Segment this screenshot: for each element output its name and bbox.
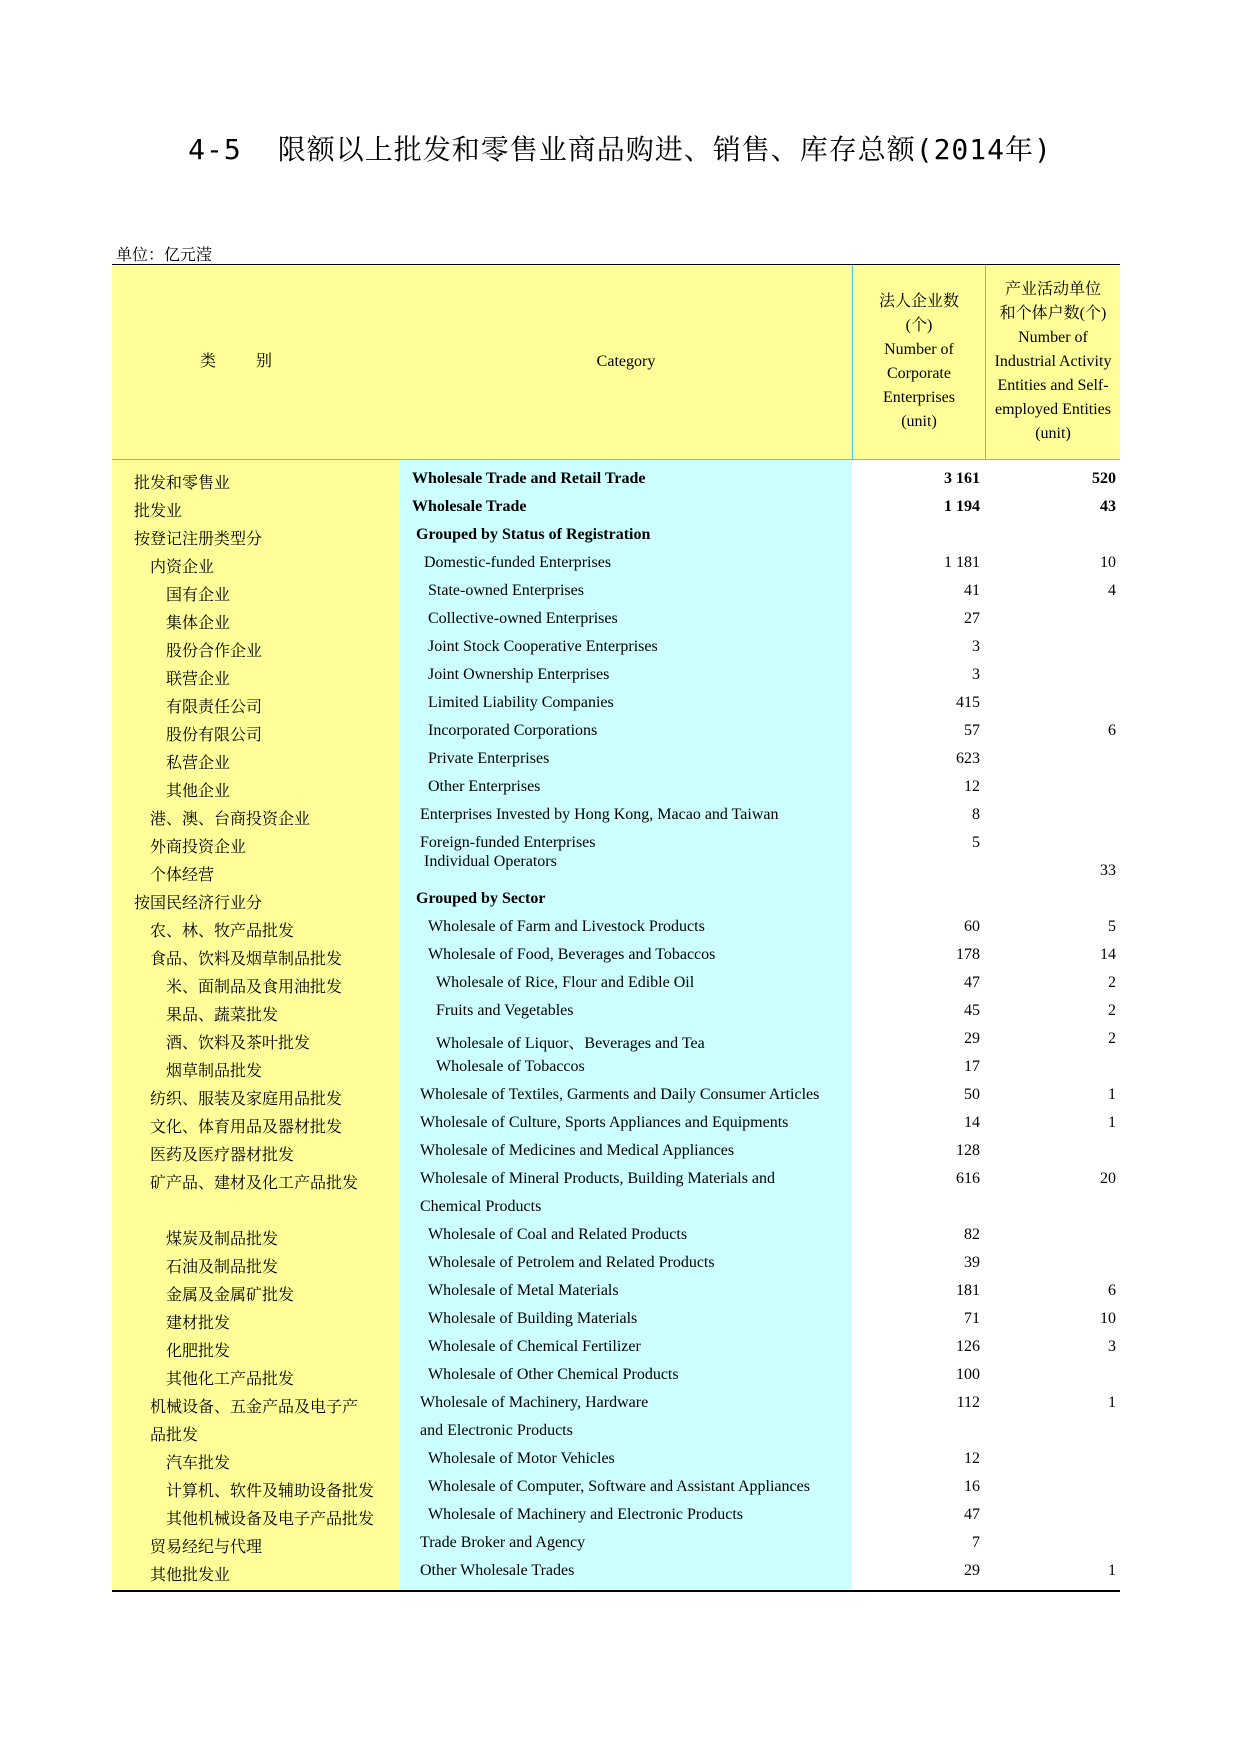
- table-row: [112, 606, 1120, 634]
- category-en: Joint Ownership Enterprises: [428, 666, 610, 683]
- table-title: 限额以上批发和零售业商品购进、销售、库存总额(2014年): [277, 133, 1052, 166]
- activity-entities-value: 1: [1108, 1086, 1116, 1103]
- corporate-enterprises-value: 39: [964, 1254, 980, 1271]
- category-cn: 私营企业: [166, 755, 231, 772]
- category-en: Wholesale of Mineral Products, Building Materials and: [420, 1170, 776, 1187]
- corporate-enterprises-value: 616: [956, 1170, 980, 1187]
- category-cn: 贸易经纪与代理: [150, 1539, 263, 1556]
- table-row: [112, 1026, 1120, 1054]
- corporate-enterprises-value: 29: [964, 1030, 980, 1047]
- table-row: [112, 1054, 1120, 1082]
- category-en: and Electronic Products: [420, 1422, 573, 1439]
- activity-entities-value: 4: [1108, 582, 1116, 599]
- table-row: [112, 886, 1120, 914]
- category-cn: 酒、饮料及茶叶批发: [166, 1035, 311, 1052]
- category-en: Wholesale of Other Chemical Products: [428, 1366, 679, 1383]
- category-cn: 股份合作企业: [166, 643, 263, 660]
- category-cn: 其他企业: [166, 783, 231, 800]
- table-row: [112, 690, 1120, 718]
- table-row: [112, 1334, 1120, 1362]
- activity-entities-value: 2: [1108, 1030, 1116, 1047]
- corporate-enterprises-value: 3: [972, 666, 980, 683]
- category-cn: 机械设备、五金产品及电子产: [150, 1399, 359, 1416]
- statistics-table: [112, 264, 1120, 1592]
- header-line: (unit): [1035, 425, 1071, 442]
- table-row: [112, 718, 1120, 746]
- table-row: [112, 1194, 1120, 1222]
- header-line: Enterprises: [883, 389, 955, 406]
- corporate-enterprises-value: 415: [956, 694, 980, 711]
- category-en: Wholesale of Rice, Flour and Edible Oil: [436, 974, 695, 991]
- corporate-enterprises-value: 1 181: [944, 554, 980, 571]
- category-en: Grouped by Sector: [416, 890, 546, 907]
- category-en: Wholesale of Motor Vehicles: [428, 1450, 615, 1467]
- category-en: Wholesale Trade: [412, 498, 527, 515]
- category-cn: 建材批发: [166, 1315, 231, 1332]
- category-en: Wholesale of Culture, Sports Appliances and Equipments: [420, 1114, 789, 1131]
- table-row: [112, 802, 1120, 830]
- header-activity-entities: [986, 265, 1120, 459]
- table-row: [112, 1446, 1120, 1474]
- category-cn: 港、澳、台商投资企业: [150, 811, 311, 828]
- category-en: Wholesale of Liquor、Beverages and Tea: [436, 1035, 705, 1052]
- category-cn: 医药及医疗器材批发: [150, 1147, 295, 1164]
- table-row: [112, 746, 1120, 774]
- header-category-en: Category: [400, 265, 852, 459]
- corporate-enterprises-value: 29: [964, 1562, 980, 1579]
- corporate-enterprises-value: 57: [964, 722, 980, 739]
- corporate-enterprises-value: 14: [964, 1114, 980, 1131]
- table-row: [112, 634, 1120, 662]
- corporate-enterprises-value: 8: [972, 806, 980, 823]
- corporate-enterprises-value: 71: [964, 1310, 980, 1327]
- corporate-enterprises-value: 112: [956, 1394, 980, 1411]
- category-cn: 外商投资企业: [150, 839, 247, 856]
- activity-entities-value: 1: [1108, 1114, 1116, 1131]
- corporate-enterprises-value: 16: [964, 1478, 980, 1495]
- header-line: Number of: [884, 341, 954, 358]
- corporate-enterprises-value: 181: [956, 1282, 980, 1299]
- table-row: [112, 494, 1120, 522]
- table-header: [112, 264, 1120, 460]
- header-line: Number of: [1018, 329, 1088, 346]
- table-row: [112, 1110, 1120, 1138]
- corporate-enterprises-value: 3: [972, 638, 980, 655]
- header-line: 法人企业数: [878, 293, 959, 310]
- table-row: [112, 1278, 1120, 1306]
- category-cn: 烟草制品批发: [166, 1063, 263, 1080]
- category-cn: 其他批发业: [150, 1567, 231, 1584]
- corporate-enterprises-value: 12: [964, 1450, 980, 1467]
- activity-entities-value: 6: [1108, 722, 1116, 739]
- header-line: employed Entities: [995, 401, 1111, 418]
- corporate-enterprises-value: 7: [972, 1534, 980, 1551]
- corporate-enterprises-value: 60: [964, 918, 980, 935]
- corporate-enterprises-value: 82: [964, 1226, 980, 1243]
- header-line: Entities and Self-: [997, 377, 1109, 394]
- table-row: [112, 942, 1120, 970]
- table-row: [112, 774, 1120, 802]
- corporate-enterprises-value: 5: [972, 834, 980, 851]
- category-cn: 有限责任公司: [166, 699, 263, 716]
- corporate-enterprises-value: 45: [964, 1002, 980, 1019]
- table-row: [112, 1390, 1120, 1418]
- corporate-enterprises-value: 100: [956, 1366, 980, 1383]
- category-en: Collective-owned Enterprises: [428, 610, 618, 627]
- table-row: [112, 1362, 1120, 1390]
- unit-label: 单位：亿元滢: [116, 247, 213, 264]
- category-cn: 批发和零售业: [134, 475, 231, 492]
- corporate-enterprises-value: 1 194: [944, 498, 980, 515]
- table-row: [112, 1222, 1120, 1250]
- table-row: [112, 1502, 1120, 1530]
- category-cn: 个体经营: [150, 867, 215, 884]
- activity-entities-value: 10: [1100, 554, 1116, 571]
- corporate-enterprises-value: 178: [956, 946, 980, 963]
- activity-entities-value: 6: [1108, 1282, 1116, 1299]
- header-category-cn: 类别: [112, 265, 400, 459]
- category-cn: 农、林、牧产品批发: [150, 923, 295, 940]
- category-cn: 其他化工产品批发: [166, 1371, 295, 1388]
- category-cn: 化肥批发: [166, 1343, 231, 1360]
- category-en: Grouped by Status of Registration: [416, 526, 651, 543]
- category-cn: 文化、体育用品及器材批发: [150, 1119, 343, 1136]
- table-row: [112, 830, 1120, 858]
- header-line: Industrial Activity: [994, 353, 1112, 370]
- table-row: [112, 1530, 1120, 1558]
- activity-entities-value: 5: [1108, 918, 1116, 935]
- table-row: [112, 970, 1120, 998]
- category-en: Wholesale of Building Materials: [428, 1310, 638, 1327]
- header-line: 产业活动单位: [1004, 281, 1101, 298]
- corporate-enterprises-value: 47: [964, 974, 980, 991]
- category-en: Limited Liability Companies: [428, 694, 614, 711]
- category-en: Wholesale of Machinery and Electronic Products: [428, 1506, 743, 1523]
- category-en: Wholesale of Chemical Fertilizer: [428, 1338, 641, 1355]
- table-row: [112, 522, 1120, 550]
- category-cn: 联营企业: [166, 671, 231, 688]
- category-cn: 煤炭及制品批发: [166, 1231, 279, 1248]
- category-cn: 石油及制品批发: [166, 1259, 279, 1276]
- corporate-enterprises-value: 17: [964, 1058, 980, 1075]
- category-en: Wholesale of Farm and Livestock Products: [428, 918, 705, 935]
- activity-entities-value: 43: [1100, 498, 1116, 515]
- table-row: [112, 1082, 1120, 1110]
- table-row: [112, 466, 1120, 494]
- table-row: [112, 1166, 1120, 1194]
- category-en: Wholesale of Machinery, Hardware: [420, 1394, 649, 1411]
- category-en: Other Wholesale Trades: [420, 1562, 575, 1579]
- activity-entities-value: 1: [1108, 1562, 1116, 1579]
- category-en: Chemical Products: [420, 1198, 542, 1215]
- header-line: (unit): [901, 413, 937, 430]
- category-en: Wholesale of Food, Beverages and Tobaccos: [428, 946, 716, 963]
- table-row: [112, 662, 1120, 690]
- table-row: [112, 1418, 1120, 1446]
- category-en: Other Enterprises: [428, 778, 541, 795]
- table-body: [112, 460, 1120, 1592]
- category-cn: 汽车批发: [166, 1455, 231, 1472]
- activity-entities-value: 520: [1092, 470, 1116, 487]
- category-en: Wholesale of Metal Materials: [428, 1282, 619, 1299]
- category-en: Wholesale of Computer, Software and Assistant Appliances: [428, 1478, 810, 1495]
- category-en: Enterprises Invested by Hong Kong, Macao and Taiwan: [420, 806, 779, 823]
- category-en: Wholesale of Textiles, Garments and Daily Consumer Articles: [420, 1086, 820, 1103]
- category-en: Incorporated Corporations: [428, 722, 598, 739]
- category-en: Wholesale of Coal and Related Products: [428, 1226, 688, 1243]
- category-en: Individual Operators: [424, 853, 557, 870]
- category-cn: 米、面制品及食用油批发: [166, 979, 343, 996]
- table-row: [112, 1474, 1120, 1502]
- category-cn: 其他机械设备及电子产品批发: [166, 1511, 375, 1528]
- category-cn: 品批发: [150, 1427, 199, 1444]
- table-row: [112, 1306, 1120, 1334]
- category-cn: 批发业: [134, 503, 183, 520]
- corporate-enterprises-value: 3 161: [944, 470, 980, 487]
- category-cn: 股份有限公司: [166, 727, 263, 744]
- corporate-enterprises-value: 27: [964, 610, 980, 627]
- activity-entities-value: 2: [1108, 974, 1116, 991]
- table-row: [112, 1558, 1120, 1586]
- activity-entities-value: 14: [1100, 946, 1116, 963]
- corporate-enterprises-value: 41: [964, 582, 980, 599]
- page-title: [0, 128, 1240, 168]
- category-cn: 内资企业: [150, 559, 215, 576]
- category-cn: 食品、饮料及烟草制品批发: [150, 951, 343, 968]
- activity-entities-value: 10: [1100, 1310, 1116, 1327]
- corporate-enterprises-value: 50: [964, 1086, 980, 1103]
- category-en: Trade Broker and Agency: [420, 1534, 586, 1551]
- header-line: 和个体户数(个): [999, 305, 1107, 322]
- activity-entities-value: 2: [1108, 1002, 1116, 1019]
- table-number: 4-5: [188, 133, 242, 166]
- corporate-enterprises-value: 126: [956, 1338, 980, 1355]
- category-en: Domestic-funded Enterprises: [424, 554, 612, 571]
- header-line: Corporate: [887, 365, 951, 382]
- table-row: [112, 550, 1120, 578]
- table-row: [112, 578, 1120, 606]
- header-line: (个): [905, 317, 933, 334]
- table-row: [112, 1250, 1120, 1278]
- corporate-enterprises-value: 623: [956, 750, 980, 767]
- activity-entities-value: 3: [1108, 1338, 1116, 1355]
- category-en: Fruits and Vegetables: [436, 1002, 574, 1019]
- category-en: Foreign-funded Enterprises: [420, 834, 596, 851]
- category-cn: 集体企业: [166, 615, 231, 632]
- corporate-enterprises-value: 47: [964, 1506, 980, 1523]
- table-row: [112, 914, 1120, 942]
- category-cn: 国有企业: [166, 587, 231, 604]
- category-cn: 矿产品、建材及化工产品批发: [150, 1175, 359, 1192]
- category-cn: 纺织、服装及家庭用品批发: [150, 1091, 343, 1108]
- corporate-enterprises-value: 128: [956, 1142, 980, 1159]
- activity-entities-value: 33: [1100, 862, 1116, 879]
- category-en: Wholesale of Tobaccos: [436, 1058, 585, 1075]
- corporate-enterprises-value: 12: [964, 778, 980, 795]
- category-en: Wholesale of Medicines and Medical Appliances: [420, 1142, 735, 1159]
- activity-entities-value: 20: [1100, 1170, 1116, 1187]
- table-row: [112, 998, 1120, 1026]
- header-corporate-enterprises: [852, 265, 986, 459]
- category-en: Joint Stock Cooperative Enterprises: [428, 638, 658, 655]
- category-cn: 金属及金属矿批发: [166, 1287, 295, 1304]
- category-cn: 按登记注册类型分: [134, 531, 263, 548]
- category-en: State-owned Enterprises: [428, 582, 584, 599]
- activity-entities-value: 1: [1108, 1394, 1116, 1411]
- table-row: [112, 1138, 1120, 1166]
- category-en: Wholesale of Petrolem and Related Products: [428, 1254, 715, 1271]
- table-row: [112, 853, 1120, 886]
- category-cn: 计算机、软件及辅助设备批发: [166, 1483, 375, 1500]
- category-cn: 果品、蔬菜批发: [166, 1007, 279, 1024]
- category-en: Private Enterprises: [428, 750, 550, 767]
- category-cn: 按国民经济行业分: [134, 895, 263, 912]
- category-en: Wholesale Trade and Retail Trade: [412, 470, 646, 487]
